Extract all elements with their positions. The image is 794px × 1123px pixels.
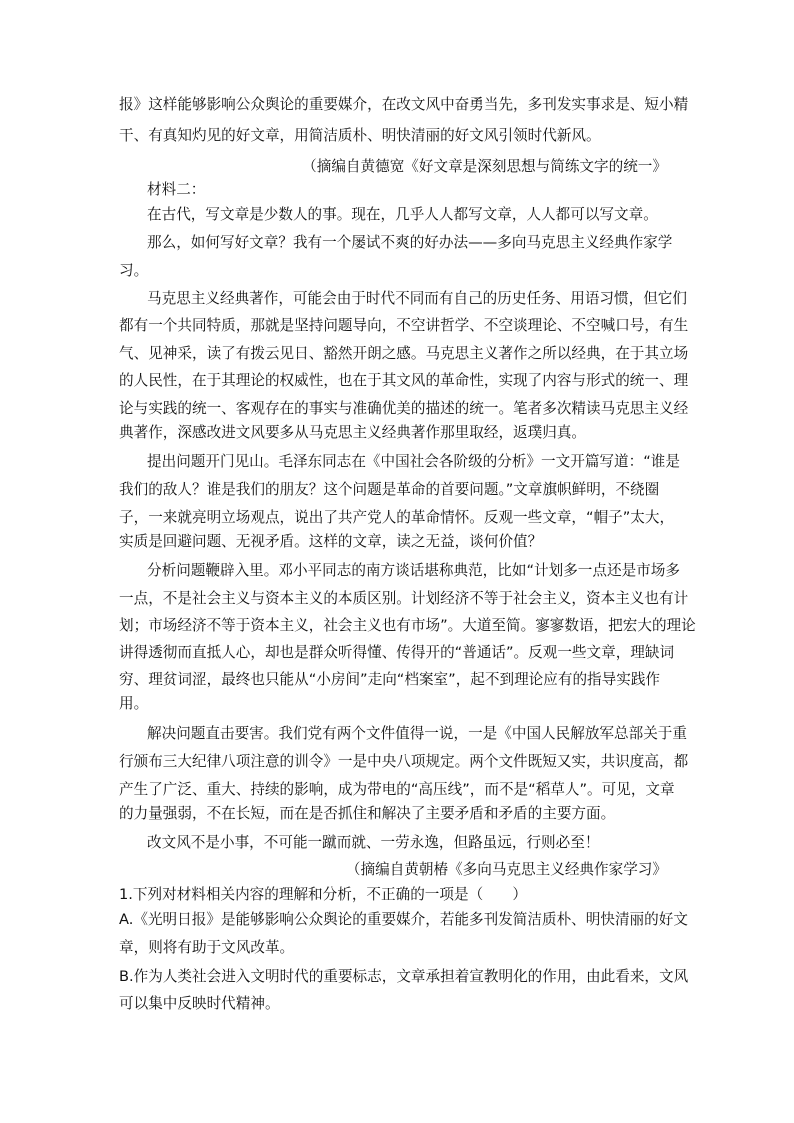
body-line: 实质是回避问题、无视矛盾。这样的文章，读之无益，谈何价值？	[119, 533, 543, 550]
question-stem: 1.下列对材料相关内容的理解和分析，不正确的一项是（ ）	[119, 886, 527, 903]
body-line: 行颁布三大纪律八项注意的训令》一是中央八项规定。两个文件既短又实，共识度高，都	[119, 753, 689, 770]
option-b-line: B.作为人类社会进入文明时代的重要标志，文章承担着宣教明化的作用，由此看来，文风	[119, 968, 689, 985]
body-line: 在古代，写文章是少数人的事。现在，几乎人人都写文章，人人都可以写文章。	[147, 206, 658, 223]
body-line: 都有一个共同特质，那就是坚持问题导向，不空讲哲学、不空谈理论、不空喊口号，有生	[119, 317, 689, 334]
body-line: 报》这样能够影响公众舆论的重要媒介，在改文风中奋勇当先，多刊发实事求是、短小精	[119, 96, 689, 113]
body-line: 改文风不是小事，不可能一蹴而就、一劳永逸，但路虽远，行则必至！	[147, 834, 600, 851]
body-line: 划；市场经济不等于资本主义，社会主义也有市场”。大道至简。寥寥数语，把宏大的理论	[119, 617, 696, 634]
body-line: 我们的敌人？谁是我们的朋友？这个问题是革命的首要问题。”文章旗帜鲜明，不绕圈	[119, 481, 660, 498]
body-line: 产生了广泛、重大、持续的影响，成为带电的“高压线”，而不是“稻草人”。可见，文章	[119, 781, 675, 798]
body-line: 马克思主义经典著作，可能会由于时代不同而有自己的历史任务、用语习惯，但它们	[147, 290, 687, 307]
body-line: 分析问题鞭辟入里。邓小平同志的南方谈话堪称典范，比如“计划多一点还是市场多	[147, 562, 680, 579]
body-line: 干、有真知灼见的好文章，用简洁质朴、明快清丽的好文风引领时代新风。	[119, 127, 601, 144]
body-line: 一点，不是社会主义与资本主义的本质区别。计划经济不等于社会主义，资本主义也有计	[119, 590, 689, 607]
body-line: 的力量强弱，不在长短，而在是否抓住和解决了主要矛盾和矛盾的主要方面。	[119, 805, 616, 822]
option-a-line: A.《光明日报》是能够影响公众舆论的重要媒介，若能多刊发简洁质朴、明快清丽的好文	[119, 911, 688, 928]
body-line: 论与实践的统一、客观存在的事实与准确优美的描述的统一。笔者多次精读马克思主义经	[119, 400, 689, 417]
body-line: 习。	[119, 262, 149, 279]
option-b-line: 可以集中反映时代精神。	[119, 995, 280, 1012]
source-citation: （摘编自黄德宽《好文章是深刻思想与简练文字的统一》	[302, 158, 667, 175]
body-line: 讲得透彻而直抵人心，却也是群众听得懂、传得开的“普通话”。反观一些文章，理缺词	[119, 644, 675, 661]
body-line: 典著作，深感改进文风要多从马克思主义经典著作那里取经，返璞归真。	[119, 424, 587, 441]
body-line: 提出问题开门见山。毛泽东同志在《中国社会各阶级的分析》一文开篇写道：“谁是	[147, 453, 680, 470]
option-a-line: 章，则将有助于文风改革。	[119, 939, 295, 956]
body-line: 解决问题直击要害。我们党有两个文件值得一说，一是《中国人民解放军总部关于重	[147, 725, 687, 742]
body-line: 用。	[119, 695, 149, 712]
body-line: 穷、理贫词涩，最终也只能从“小房间”走向“档案室”，起不到理论应有的指导实践作	[119, 671, 661, 688]
body-line: 的人民性，在于其理论的权威性，也在于其文风的革命性，实现了内容与形式的统一、理	[119, 372, 689, 389]
section-heading: 材料二：	[147, 181, 206, 198]
body-line: 气、见神采，读了有拨云见日、豁然开朗之感。马克思主义著作之所以经典，在于其立场	[119, 345, 689, 362]
source-citation: （摘编自黄朝椿《多向马克思主义经典作家学习》	[345, 861, 667, 878]
body-line: 子，一来就亮明立场观点，说出了共产党人的革命情怀。反观一些文章，“帽子”太大，	[119, 509, 675, 526]
body-line: 那么，如何写好文章？我有一个屡试不爽的好办法——多向马克思主义经典作家学	[147, 234, 673, 251]
